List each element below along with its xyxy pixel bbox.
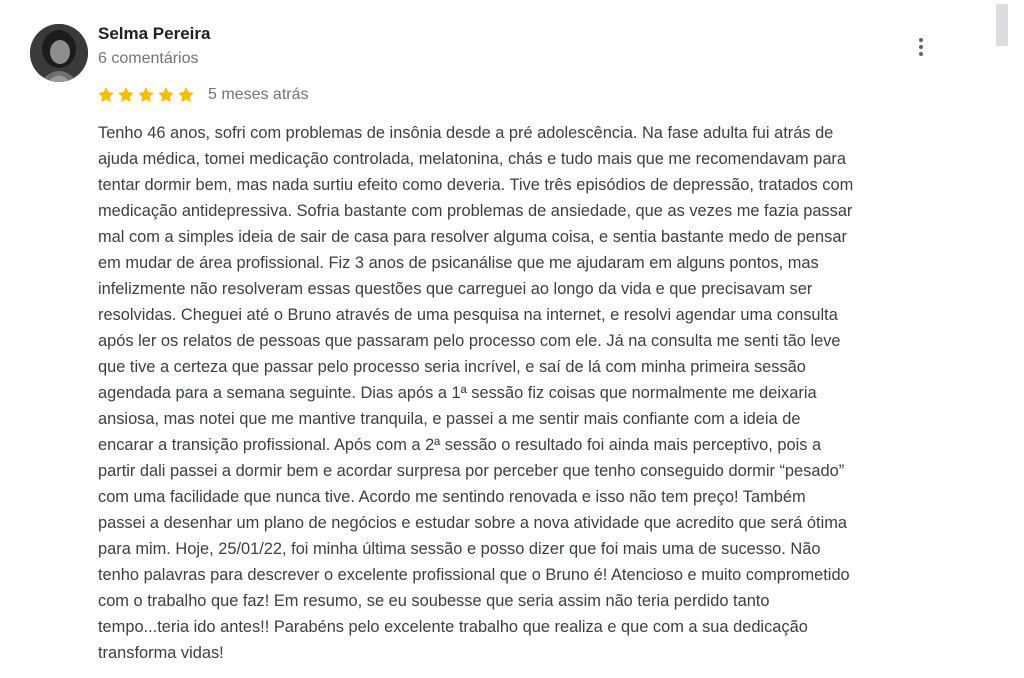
review-text-line: partir dali passei a dormir bem e acordar surpresa por perceber que tenho conseguido dormir “pesado” [98,462,845,480]
review-text-line: tenho palavras para descrever o excelente profissional que o Bruno é! Atencioso e muito comprometido [98,566,850,584]
review-text-line: com o trabalho que faz! Em resumo, se eu soubesse que seria assim não teria perdido tanto [98,592,770,610]
review-text-line: para mim. Hoje, 25/01/22, foi minha última sessão e posso dizer que foi mais uma de sucesso. Não [98,540,821,558]
review-date: 5 meses atrás [208,86,309,103]
star-icon [136,85,156,105]
review-text-line: ajuda médica, tomei medicação controlada, melatonina, chás e tudo mais que me recomendavam para [98,150,847,168]
review-text-line: medicação antidepressiva. Sofria bastante com problemas de ansiedade, que as vezes me fazia passar [98,202,853,220]
review-text-line: tentar dormir bem, mas nada surtiu efeito como deveria. Tive três episódios de depressão, tratados com [98,176,854,194]
review-text [98,120,978,666]
menu-dot [919,45,923,49]
review-text-line: em mudar de área profissional. Fiz 3 anos de psicanálise que me ajudaram em alguns pontos, mas [98,254,819,272]
review-text-line: após ler os relatos de pessoas que passaram pelo processo com ele. Já na consulta me senti tão leve [98,332,841,350]
avatar[interactable] [30,24,88,82]
scrollbar-thumb[interactable] [996,4,1008,46]
review-text-line: resolvidas. Cheguei até o Bruno através de uma pesquisa na internet, e resolvi agendar uma consulta [98,306,838,324]
rating-row [96,84,308,106]
review-text-line: com uma facilidade que nunca tive. Acordo me sentindo renovada e isso não tem preço! Também [98,488,806,506]
more-options-icon[interactable] [908,32,934,62]
review-text-line: passei a desenhar um plano de negócios e estudar sobre a nova atividade que acredito que será ótima [98,514,847,532]
review-text-line: mal com a simples ideia de sair de casa para resolver alguma coisa, e sentia bastante medo de pensar [98,228,847,246]
author-review-count: 6 comentários [98,50,199,67]
author-name[interactable]: Selma Pereira [98,24,211,43]
star-icon [116,85,136,105]
review-text-line: encarar a transição profissional. Após com a 2ª sessão o resultado foi ainda mais perceptivo, pois a [98,436,822,454]
menu-dot [919,38,923,42]
review-text-line: transforma vidas! [98,644,224,662]
review-text-line: infelizmente não resolveram essas questões que carreguei ao longo da vida e que precisavam ser [98,280,813,298]
review-text-line: que tive a certeza que passar pelo processo seria incrível, e saí de lá com minha primeira sessão [98,358,806,376]
star-icon [96,85,116,105]
review-text-line: agendada para a semana seguinte. Dias após a 1ª sessão fiz coisas que normalmente me deixaria [98,384,817,402]
menu-dot [919,52,923,56]
star-icon [176,85,196,105]
star-rating [96,85,196,105]
review-text-line: ansiosa, mas notei que me mantive tranquila, e passei a me sentir mais confiante com a ideia de [98,410,801,428]
review-text-line: Tenho 46 anos, sofri com problemas de insônia desde a pré adolescência. Na fase adulta fui atrás de [98,124,834,142]
star-icon [156,85,176,105]
review-text-line: tempo...teria ido antes!! Parabéns pelo excelente trabalho que realiza e que com a sua dedicação [98,618,808,636]
avatar-photo [30,24,88,82]
